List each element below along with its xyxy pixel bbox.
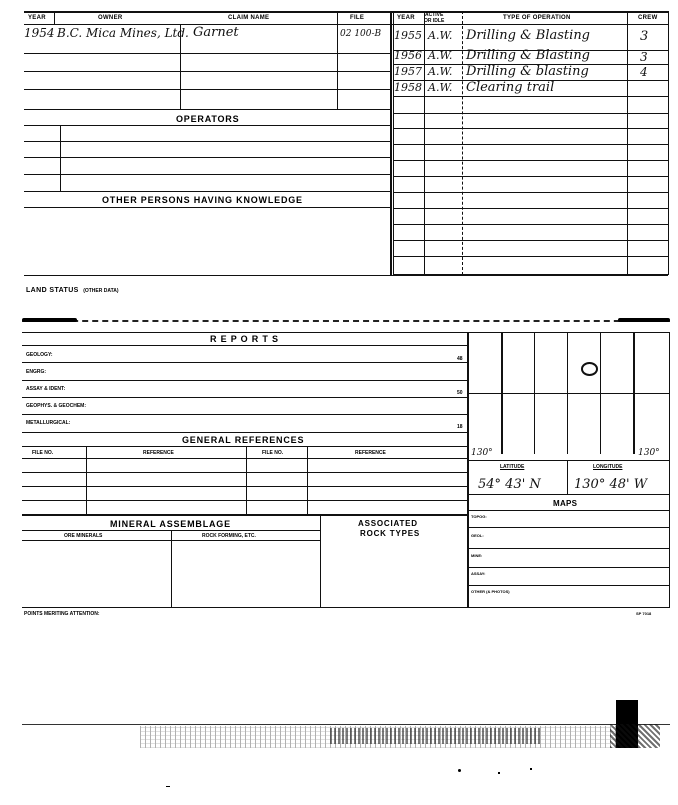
maps-topog: TOPOG:	[471, 514, 487, 519]
row-line	[394, 176, 668, 177]
row-line	[24, 157, 390, 158]
divider	[54, 11, 55, 24]
rule	[468, 548, 669, 549]
rule	[22, 607, 670, 608]
divider	[337, 11, 338, 109]
report-metallurgical: METALLURGICAL:	[26, 420, 71, 426]
right-border	[669, 332, 670, 607]
op-crew: 3	[640, 29, 649, 44]
maps-geol: GEOL:	[471, 533, 484, 538]
rule	[22, 446, 467, 447]
map-label-left: 130°	[471, 448, 493, 458]
rule	[22, 345, 467, 346]
header-crew: CREW	[638, 15, 658, 21]
operators-title: OPERATORS	[176, 114, 240, 124]
latitude-label: LATITUDE	[500, 464, 525, 470]
longitude-value: 130° 48' W	[574, 477, 648, 492]
report-assay: ASSAY & IDENT:	[26, 386, 66, 392]
header-active: ACTIVE	[425, 12, 444, 18]
maps-mine: MINE:	[471, 553, 483, 558]
maps-other: OTHER (& PHOTOS)	[471, 589, 510, 594]
row-line	[394, 144, 668, 145]
smudge	[22, 318, 77, 322]
rule	[468, 567, 669, 568]
row-line	[394, 208, 668, 209]
divider	[567, 460, 568, 494]
rule	[22, 414, 467, 415]
grid-line	[468, 393, 669, 394]
scan-dot	[458, 769, 461, 772]
location-divider	[467, 332, 469, 607]
row-line	[394, 256, 668, 257]
op-status: A.W.	[428, 29, 453, 42]
rule	[22, 458, 467, 459]
divider	[86, 446, 87, 514]
row-line	[394, 192, 668, 193]
op-type: Drilling & blasting	[466, 64, 589, 79]
map-label-right: 130°	[638, 448, 660, 458]
land-status-label: LAND STATUS	[26, 287, 79, 294]
op-status: A.W.	[428, 81, 453, 94]
ref-reference-1: REFERENCE	[143, 450, 174, 456]
land-status-sub: (OTHER DATA)	[83, 288, 119, 294]
report-num: 18	[457, 424, 463, 430]
row-line	[394, 240, 668, 241]
row-line	[24, 207, 390, 208]
row-line	[24, 89, 390, 90]
main-divider	[390, 11, 392, 275]
row-line	[394, 113, 668, 114]
scan-line	[22, 724, 670, 725]
header-type-of-operation: TYPE OF OPERATION	[503, 15, 571, 21]
op-year: 1957	[394, 65, 422, 78]
row-line	[394, 224, 668, 225]
row-line	[24, 191, 390, 192]
divider	[307, 446, 308, 514]
op-status: A.W.	[428, 65, 453, 78]
rule	[22, 362, 467, 363]
rule	[468, 527, 669, 528]
row-line	[24, 275, 668, 276]
report-geophys: GEOPHYS. & GEOCHEM:	[26, 403, 87, 409]
row-line	[394, 128, 668, 129]
rule	[22, 432, 467, 433]
header-or-idle: OR IDLE	[424, 18, 445, 24]
land-status	[26, 279, 119, 297]
op-status: A.W.	[428, 49, 453, 62]
latitude-value: 54° 43' N	[478, 477, 541, 492]
op-type: Drilling & Blasting	[466, 28, 591, 43]
claim-name: Garnet	[193, 25, 239, 40]
dashed-border	[22, 320, 670, 322]
ore-minerals-header: ORE MINERALS	[64, 533, 103, 539]
claim-owner: B.C. Mica Mines, Ltd.	[57, 26, 189, 40]
ref-reference-2: REFERENCE	[355, 450, 386, 456]
scan-dot	[166, 786, 170, 787]
rule	[22, 486, 467, 487]
smudge	[618, 318, 670, 322]
claim-year: 1954	[24, 26, 55, 40]
rule	[468, 494, 669, 495]
right-border	[668, 11, 669, 275]
header-file: FILE	[350, 15, 365, 21]
divider	[60, 125, 61, 191]
scan-artifact	[610, 724, 660, 748]
row-line	[24, 109, 390, 110]
header-year-2: YEAR	[397, 15, 415, 21]
rule	[22, 514, 467, 516]
rule	[22, 380, 467, 381]
rock-types-title: ROCK TYPES	[360, 529, 421, 538]
rule	[468, 460, 669, 461]
divider	[171, 530, 172, 607]
form-code: SP 7018	[636, 611, 652, 616]
reports-title: R E P O R T S	[210, 334, 279, 344]
general-references-title: GENERAL REFERENCES	[182, 435, 305, 445]
row-line	[24, 174, 390, 175]
top-border	[24, 11, 668, 13]
location-marker-icon	[581, 362, 598, 376]
report-engrg: ENGRG:	[26, 369, 46, 375]
row-line	[24, 141, 390, 142]
ref-file-no-2: FILE NO.	[262, 450, 284, 456]
scan-dot	[498, 772, 500, 774]
rule	[468, 510, 669, 511]
other-persons-title: OTHER PERSONS HAVING KNOWLEDGE	[102, 195, 303, 205]
scan-artifact	[330, 728, 540, 744]
header-owner: OWNER	[98, 15, 123, 21]
associated-title: ASSOCIATED	[358, 519, 418, 528]
row-line	[24, 125, 390, 126]
report-geology: GEOLOGY:	[26, 352, 53, 358]
report-num: 50	[457, 390, 463, 396]
rule	[22, 332, 670, 333]
claim-file: 02 100-B	[340, 29, 382, 39]
divider	[246, 446, 247, 514]
row-line	[24, 53, 390, 54]
op-year: 1956	[394, 49, 422, 62]
rule	[22, 397, 467, 398]
row-line	[24, 71, 390, 72]
maps-title: MAPS	[553, 499, 578, 508]
mineral-assemblage-title: MINERAL ASSEMBLAGE	[110, 519, 231, 529]
header-claim-name: CLAIM NAME	[228, 15, 270, 21]
rule	[22, 500, 467, 501]
rule	[22, 472, 467, 473]
maps-assay: ASSAY:	[471, 571, 486, 576]
report-num: 48	[457, 356, 463, 362]
op-year: 1955	[394, 29, 422, 42]
rock-forming-header: ROCK FORMING, ETC.	[202, 533, 256, 539]
row-line	[394, 160, 668, 161]
op-type: Clearing trail	[466, 80, 555, 95]
header-bottom-rule	[24, 24, 668, 25]
divider	[320, 514, 321, 607]
row-line	[394, 96, 668, 97]
rule	[468, 585, 669, 586]
points-meriting-attention: POINTS MERITING ATTENTION:	[24, 611, 100, 617]
op-crew: 3	[640, 50, 648, 64]
op-crew: 4	[640, 65, 648, 79]
scan-dot	[530, 768, 532, 770]
longitude-label: LONGITUDE	[593, 464, 623, 470]
header-year: YEAR	[28, 15, 46, 21]
op-year: 1958	[394, 81, 422, 94]
op-type: Drilling & Blasting	[466, 48, 591, 63]
ref-file-no-1: FILE NO.	[32, 450, 54, 456]
